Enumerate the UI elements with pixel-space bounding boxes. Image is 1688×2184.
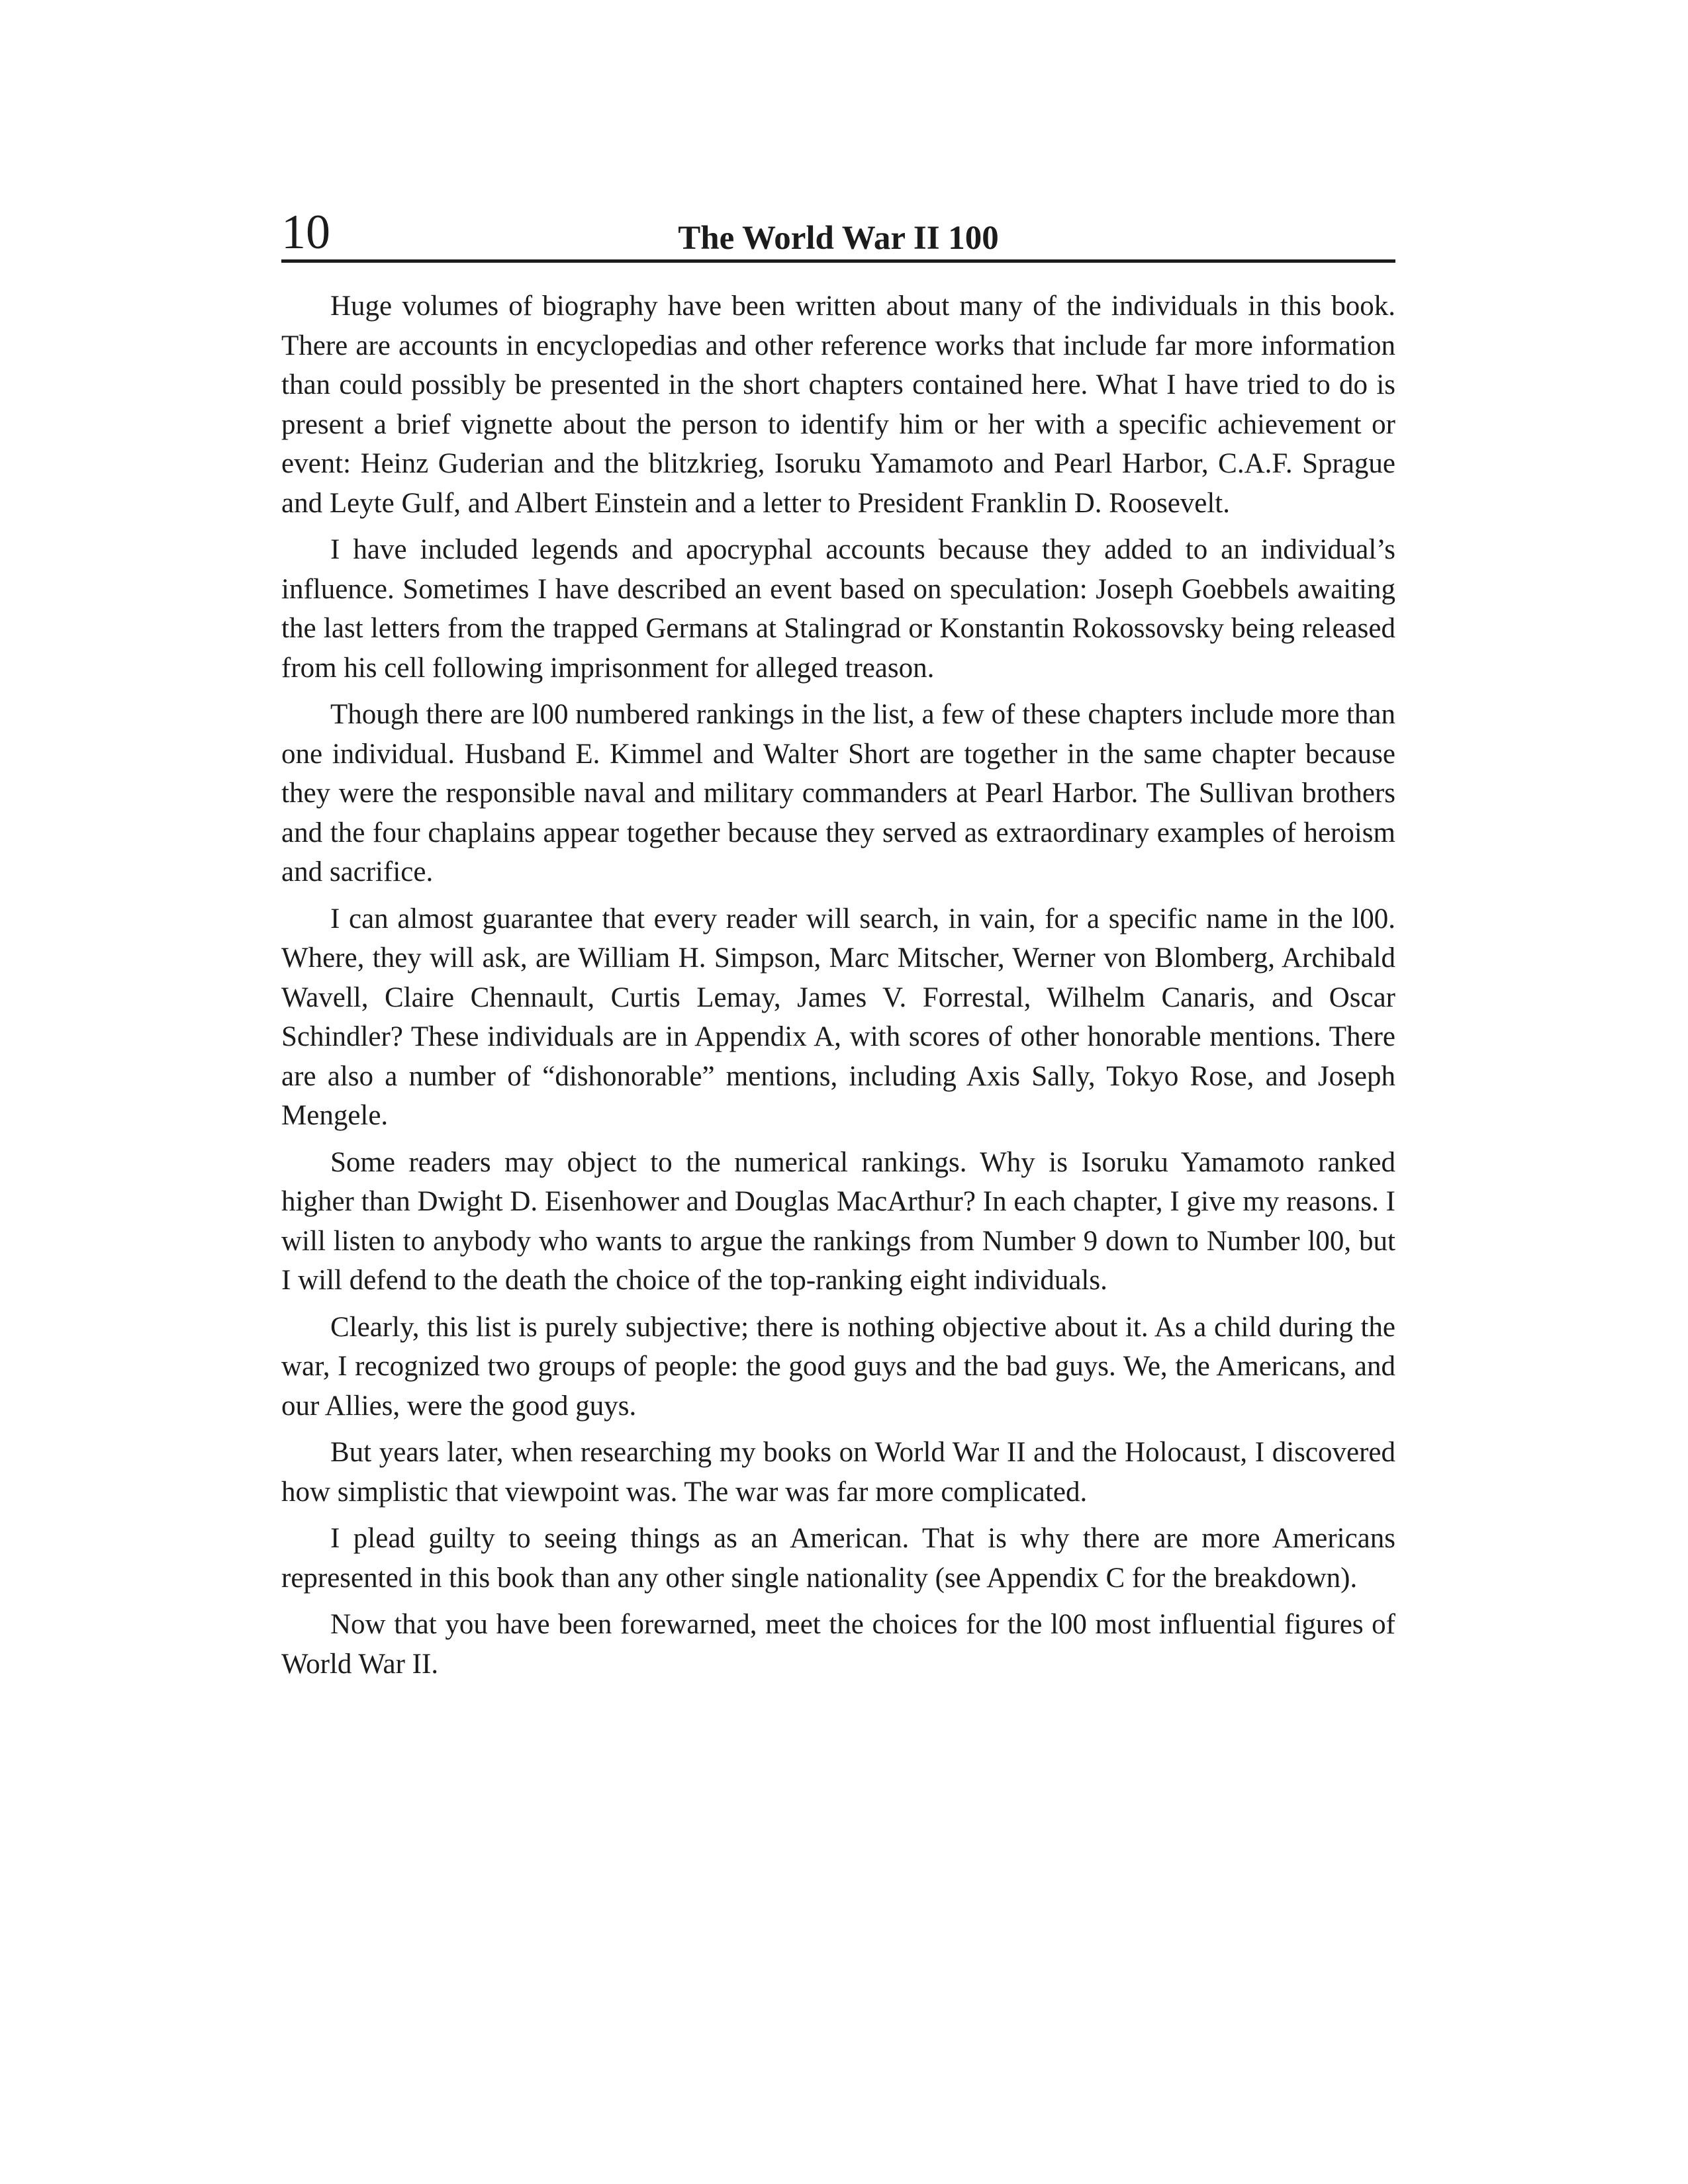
- book-page: [281, 199, 1395, 1691]
- paragraph: Though there are l00 numbered rankings in the list, a few of these chapters include more than one individual. Husband E. Kimmel and Walter Short are together in the same chapter because they were the responsible naval and military commanders at Pearl Harbor. The Sullivan brothers and the four chaplains appear together because they served as extraordinary examples of heroism and sacrifice.: [281, 699, 1395, 887]
- paragraph: I can almost guarantee that every reader will search, in vain, for a specific name in the l00. Where, they will ask, are William H. Simpson, Marc Mitscher, Werner von Blomberg, Archibald Wavell, Claire Chennault, Curtis Lemay, James V. Forrestal, Wilhelm Canaris, and Oscar Schindler? These individuals are in Appendix A, with scores of other honorable mentions. There are also a number of “dishonorable” mentions, including Axis Sally, Tokyo Rose, and Joseph Mengele.: [281, 903, 1395, 1131]
- paragraph: Now that you have been forewarned, meet the choices for the l00 most influential figures of World War II.: [281, 1609, 1395, 1680]
- paragraph: Some readers may object to the numerical rankings. Why is Isoruku Yamamoto ranked higher than Dwight D. Eisenhower and Douglas MacArthur? In each chapter, I give my reasons. I will listen to anybody who wants to argue the rankings from Number 9 down to Number l00, but I will defend to the death the choice of the top-ranking eight individuals.: [281, 1146, 1395, 1296]
- body-text: [281, 287, 1395, 1684]
- paragraph: But years later, when researching my books on World War II and the Holocaust, I discovered how simplistic that viewpoint was. The war was far more complicated.: [281, 1437, 1395, 1508]
- paragraph: I plead guilty to seeing things as an American. That is why there are more Americans represented in this book than any other single nationality (see Appendix C for the breakdown).: [281, 1523, 1395, 1594]
- paragraph: I have included legends and apocryphal accounts because they added to an individual’s influence. Sometimes I have described an event based on speculation: Joseph Goebbels awaiting the last letters from the trapped Germans at Stalingrad or Konstantin Rokossovsky being released from his cell following imprisonment for alleged treason.: [281, 534, 1395, 684]
- page-number: 10: [281, 205, 330, 259]
- running-title: The World War II 100: [678, 220, 999, 257]
- paragraph: Huge volumes of biography have been written about many of the individuals in this book. There are accounts in encyclopedias and other reference works that include far more information than could possibly be presented in the short chapters contained here. What I have tried to do is present a brief vignette about the person to identify him or her with a specific achievement or event: Heinz Guderian and the blitzkrieg, Isoruku Yamamoto and Pearl Harbor, C.A.F. Sprague and Leyte Gulf, and Albert Einstein and a letter to President Franklin D. Roosevelt.: [281, 291, 1395, 519]
- running-head: [281, 199, 1395, 263]
- paragraph: Clearly, this list is purely subjective; there is nothing objective about it. As a child during the war, I recognized two groups of people: the good guys and the bad guys. We, the Americans, and our Allies, were the good guys.: [281, 1311, 1395, 1422]
